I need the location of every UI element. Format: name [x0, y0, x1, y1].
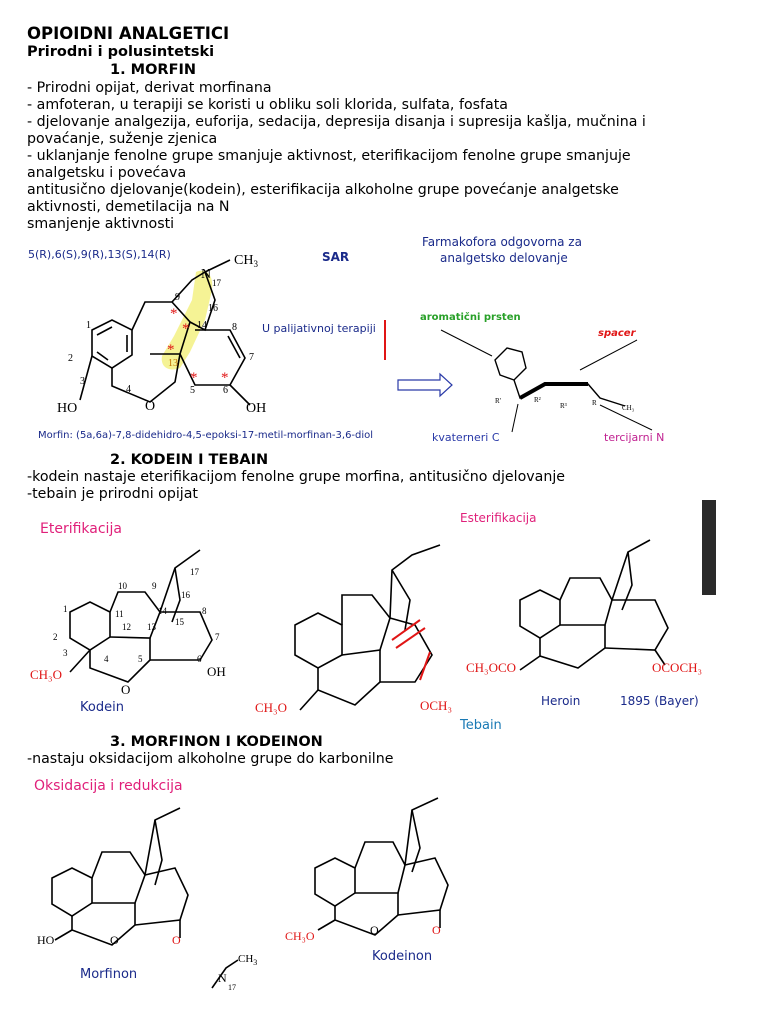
- aromatic-label: aromatični prsten: [420, 312, 521, 323]
- text-line: - uklanjanje fenolne grupe smanjuje aktivnost, eterifikacijom fenolne grupe smanjuje: [27, 148, 631, 164]
- ch3-label: CH: [234, 253, 254, 268]
- morfinon-name: Morfinon: [80, 967, 138, 982]
- atom-number: 16: [208, 303, 218, 314]
- oh-label: OH: [207, 664, 226, 679]
- atom-number: 1: [63, 604, 68, 614]
- text-line: -nastaju oksidacijom alkoholne grupe do karbonilne: [27, 751, 394, 767]
- text-line: antitusično djelovanje(kodein), esterifikacija alkoholne grupe povećanje analgetske: [27, 182, 619, 198]
- atom-number: 17: [190, 567, 199, 577]
- palliative-label: U palijativnoj terapiji: [262, 322, 376, 335]
- atom-number: 3: [63, 648, 68, 658]
- text-line: povaćanje, suženje zjenica: [27, 131, 218, 147]
- oksidacija-label: Oksidacija i redukcija: [34, 778, 183, 794]
- och3-label: OCH₃: [420, 698, 452, 713]
- atom-number: 9: [152, 581, 157, 591]
- spacer-label: spacer: [598, 328, 636, 339]
- kodeinon-structure: [315, 798, 448, 935]
- text-line: -kodein nastaje eterifikacijom fenolne grupe morfina, antitusično djelovanje: [27, 469, 566, 485]
- pharmacophore-title: Farmakofora odgovorna za: [422, 235, 582, 249]
- section-heading-morfinon-kodeinon: 3. MORFINON I KODEINON: [110, 734, 323, 750]
- text-line: analgetsku i povećava: [27, 165, 187, 181]
- text-line: smanjenje aktivnosti: [27, 216, 175, 232]
- pharmacophore-title: analgetsko delovanje: [440, 251, 568, 265]
- atom-number: 10: [118, 581, 127, 591]
- eterifikacija-label: Eterifikacija: [40, 521, 122, 537]
- morphine-iupac: Morfin: (5a,6a)-7,8-didehidro-4,5-epoksi-17-metil-morfinan-3,6-diol: [38, 430, 374, 441]
- atom-number: 17: [212, 278, 221, 288]
- atom-number: 16: [181, 590, 190, 600]
- morfinon-structure: [52, 808, 188, 945]
- svg-text:*: *: [221, 370, 229, 386]
- r-label: R²: [534, 396, 541, 404]
- oh-label: OH: [246, 401, 267, 416]
- ch3-label: CH: [238, 953, 254, 965]
- o-label: O: [110, 933, 119, 947]
- ho-label: HO: [57, 401, 78, 416]
- r-label: R³: [560, 402, 567, 410]
- text-line: aktivnosti, demetilacija na N: [27, 199, 230, 215]
- photo-edge: [702, 500, 716, 595]
- figure-morphine-sar: [28, 235, 664, 444]
- r-label: R': [495, 397, 501, 405]
- atom-number: 8: [232, 322, 237, 333]
- atom-number: 12: [122, 622, 131, 632]
- atom-number: 2: [68, 353, 73, 364]
- ch3o-label: CH₃O: [255, 700, 287, 715]
- svg-text:*: *: [167, 342, 175, 358]
- atom-number: 14: [197, 320, 207, 331]
- atom-number: 5: [190, 385, 195, 396]
- atom-number: 13: [168, 358, 178, 369]
- esterifikacija-label: Esterifikacija: [460, 511, 537, 525]
- text-line: - djelovanje analgezija, euforija, sedacija, depresija disanja i supresija kašlja, mučnina i: [27, 114, 646, 130]
- atom-number: 8: [202, 606, 207, 616]
- r-label: CH₃: [622, 404, 635, 412]
- ch3o-label: CH₃O: [30, 667, 62, 682]
- figure-kodein-tebain-heroin: [30, 511, 702, 733]
- ho-label: HO: [37, 933, 55, 947]
- text-line: -tebain je prirodni opijat: [27, 486, 198, 502]
- arrow-icon: [398, 374, 452, 396]
- atom-number: 9: [175, 292, 180, 303]
- n-label: N: [201, 267, 212, 282]
- atom-number: 4: [104, 654, 109, 664]
- sar-label: SAR: [322, 250, 350, 264]
- bayer-label: 1895 (Bayer): [620, 694, 699, 708]
- ococh3-label: OCOCH₃: [652, 660, 703, 675]
- heroin-name: Heroin: [541, 694, 581, 708]
- r-label: R: [592, 399, 597, 407]
- atom-number: 13: [147, 622, 156, 632]
- svg-text:CH3: [238, 953, 257, 967]
- atom-number: 15: [175, 617, 184, 627]
- section-heading-kodein-tebain: 2. KODEIN I TEBAIN: [110, 452, 269, 468]
- atom-number: 1: [86, 320, 91, 331]
- n-label: N: [218, 971, 227, 985]
- atom-number: 7: [249, 352, 254, 363]
- o-label: O: [121, 682, 131, 697]
- kodeinon-name: Kodeinon: [372, 949, 433, 964]
- atom-number: 2: [53, 632, 58, 642]
- ch3oco-label: CH₃OCO: [466, 660, 517, 675]
- text-line: - Prirodni opijat, derivat morfinana: [27, 80, 272, 96]
- atom-number: 11: [115, 609, 124, 619]
- tebain-structure: [295, 545, 440, 710]
- svg-text:*: *: [170, 306, 178, 322]
- quaternary-c-label: kvaterneri C: [432, 431, 500, 444]
- stereo-label: 5(R),6(S),9(R),13(S),14(R): [28, 248, 171, 261]
- atom-number: 3: [80, 376, 85, 387]
- text-line: - amfoteran, u terapiji se koristi u obliku soli klorida, sulfata, fosfata: [27, 97, 508, 113]
- ch3o-label: CH₃O: [285, 929, 315, 943]
- carbonyl-o-label: O: [432, 923, 441, 937]
- atom-number: 5: [138, 654, 143, 664]
- tertiary-n-label: tercijarni N: [604, 431, 665, 444]
- carbonyl-o-label: O: [172, 933, 181, 947]
- page-subtitle: Prirodni i polusintetski: [27, 44, 215, 60]
- svg-text:*: *: [182, 321, 190, 337]
- o-label: O: [145, 399, 156, 414]
- atom-number: 7: [215, 632, 220, 642]
- section-heading-morfin: 1. MORFIN: [110, 62, 197, 78]
- atom-number: 6: [197, 654, 202, 664]
- subscript: 3: [253, 259, 258, 269]
- o-label: O: [370, 923, 379, 937]
- kodein-name: Kodein: [80, 700, 124, 715]
- heroin-structure: [520, 540, 668, 670]
- atom-number: 17: [228, 983, 236, 992]
- atom-number: 6: [223, 385, 228, 396]
- tebain-name: Tebain: [460, 718, 502, 733]
- page-title: OPIOIDNI ANALGETICI: [27, 24, 230, 43]
- subscript: 3: [253, 958, 258, 967]
- figure-morfinon-kodeinon: [34, 778, 448, 992]
- svg-text:CH3: [234, 253, 258, 269]
- atom-number: 14: [158, 606, 167, 616]
- svg-text:*: *: [190, 370, 198, 386]
- atom-number: 4: [126, 384, 131, 395]
